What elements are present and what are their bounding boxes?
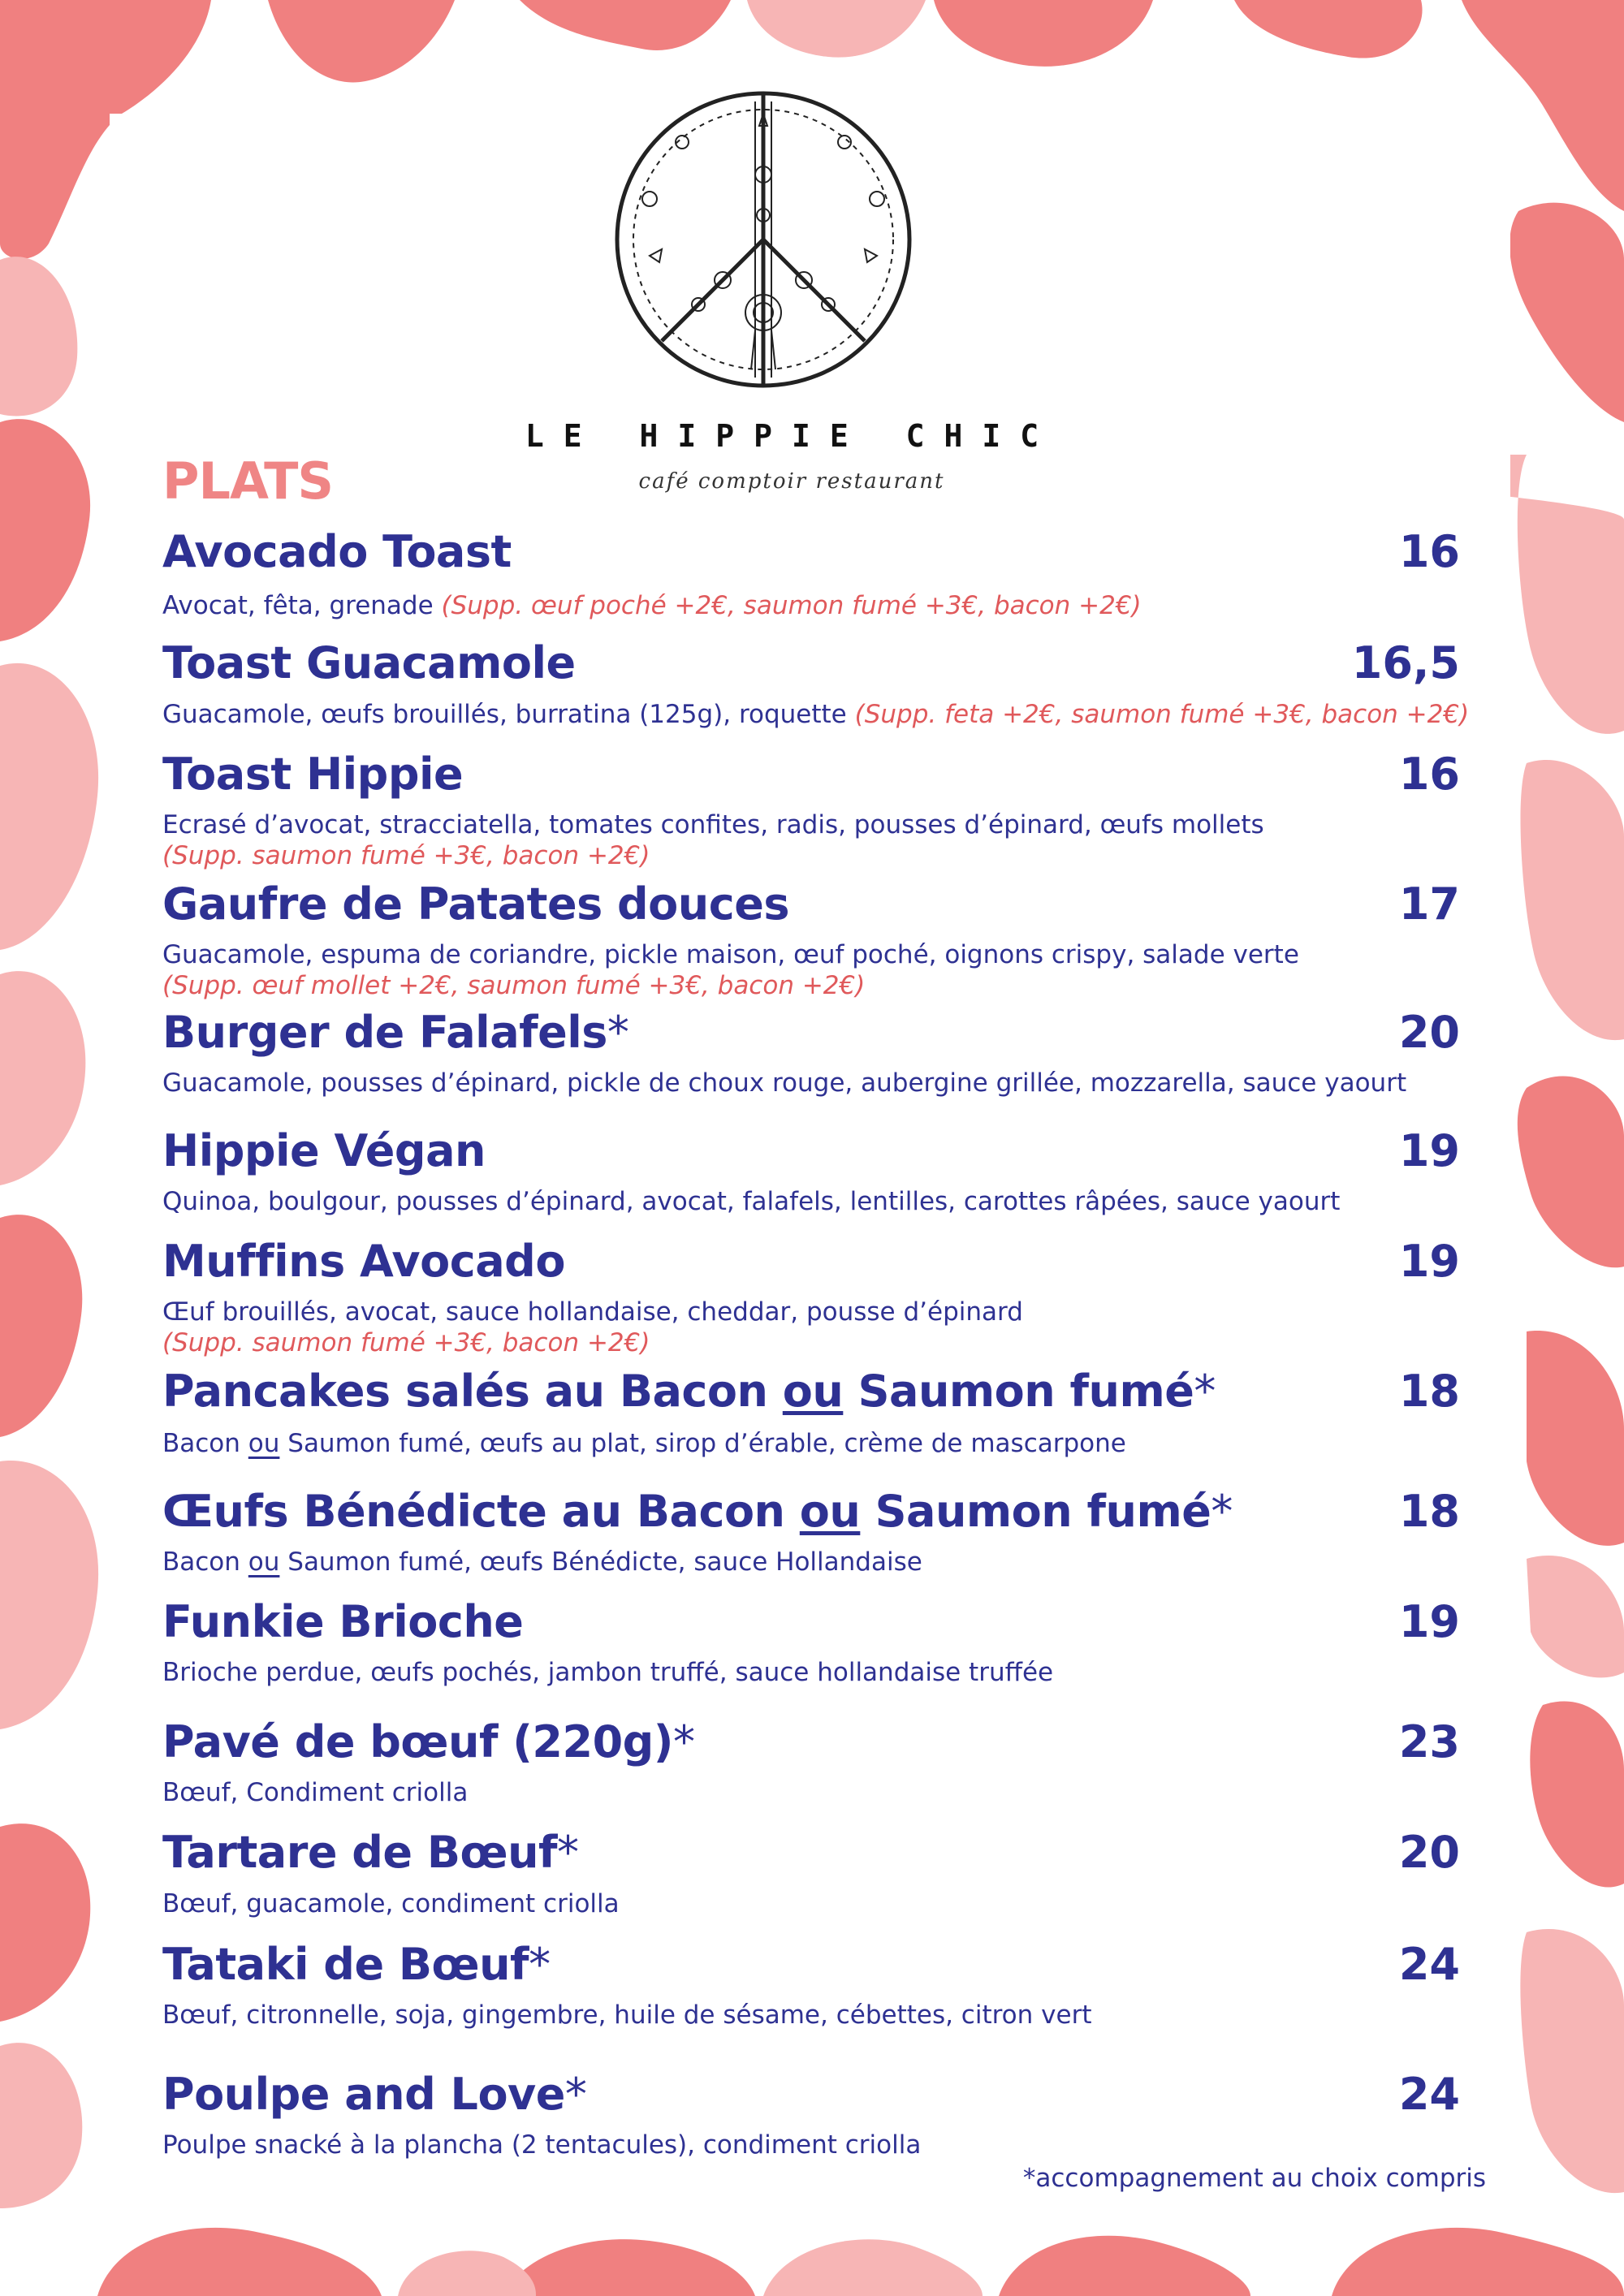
menu-item-description: Œuf brouillés, avocat, sauce hollandaise, cheddar, pousse d’épinard — [162, 1297, 1023, 1327]
menu-item-supplement: (Supp. saumon fumé +3€, bacon +2€) — [162, 841, 650, 870]
menu-item-name: Œufs Bénédicte au Bacon ou Saumon fumé* — [162, 1486, 1233, 1537]
menu-item-description: Bœuf, citronnelle, soja, gingembre, huile de sésame, cébettes, citron vert — [162, 2000, 1092, 2030]
menu-item-supplement: (Supp. feta +2€, saumon fumé +3€, bacon +2€) — [854, 700, 1470, 729]
menu-item-description: Poulpe snacké à la plancha (2 tentacules), condiment criolla — [162, 2130, 922, 2160]
menu-item-name: Muffins Avocado — [162, 1236, 565, 1287]
menu-item-description: Guacamole, pousses d’épinard, pickle de choux rouge, aubergine grillée, mozzarella, sauce yaourt — [162, 1068, 1407, 1098]
menu-item-name: Hippie Végan — [162, 1125, 486, 1176]
menu-item-name: Avocado Toast — [162, 526, 512, 577]
menu-item-price: 24 — [1398, 2069, 1460, 2120]
menu-item-name: Funkie Brioche — [162, 1596, 524, 1647]
menu-item-price: 16,5 — [1351, 637, 1460, 688]
menu-item-price: 19 — [1398, 1596, 1460, 1647]
menu-item-price: 18 — [1398, 1366, 1460, 1417]
menu-item-supplement: (Supp. œuf poché +2€, saumon fumé +3€, bacon +2€) — [441, 591, 1142, 620]
menu-item-name: Tataki de Bœuf* — [162, 1939, 551, 1990]
menu-item-price: 20 — [1398, 1827, 1460, 1878]
menu-item-description: Bœuf, Condiment criolla — [162, 1778, 469, 1807]
menu-item-name: Tartare de Bœuf* — [162, 1827, 579, 1878]
menu-item-supplement: (Supp. œuf mollet +2€, saumon fumé +3€, bacon +2€) — [162, 971, 866, 1000]
menu-item-description: Ecrasé d’avocat, stracciatella, tomates confites, radis, pousses d’épinard, œufs mollets — [162, 810, 1264, 839]
menu-item-name: Pancakes salés au Bacon ou Saumon fumé* — [162, 1366, 1216, 1417]
menu-item-name: Burger de Falafels* — [162, 1007, 629, 1058]
menu-item-price: 19 — [1398, 1125, 1460, 1176]
menu-item-description: Avocat, fêta, grenade (Supp. œuf poché +2€, saumon fumé +3€, bacon +2€) — [162, 591, 1142, 620]
menu-item-name: Poulpe and Love* — [162, 2069, 587, 2120]
menu-item-description: Brioche perdue, œufs pochés, jambon truffé, sauce hollandaise truffée — [162, 1658, 1054, 1687]
menu-item-price: 19 — [1398, 1236, 1460, 1287]
menu-item-description: Bacon ou Saumon fumé, œufs Bénédicte, sauce Hollandaise — [162, 1547, 922, 1577]
brand-tagline: café comptoir restaurant — [638, 469, 945, 494]
menu-item-price: 17 — [1398, 878, 1460, 930]
menu-item-description: Guacamole, œufs brouillés, burratina (125g), roquette (Supp. feta +2€, saumon fumé +3€, bacon +2€) — [162, 700, 1470, 729]
menu-item-price: 16 — [1398, 749, 1460, 800]
section-title: PLATS — [162, 451, 334, 511]
brand-name: LE HIPPIE CHIC — [525, 418, 1059, 454]
menu-item-name: Toast Guacamole — [162, 637, 576, 688]
menu-item-supplement: (Supp. saumon fumé +3€, bacon +2€) — [162, 1328, 650, 1357]
menu-item-price: 23 — [1398, 1716, 1460, 1767]
menu-item-description: Bœuf, guacamole, condiment criolla — [162, 1889, 620, 1918]
menu-item-name: Pavé de bœuf (220g)* — [162, 1716, 695, 1767]
menu-item-description: Guacamole, espuma de coriandre, pickle maison, œuf poché, oignons crispy, salade verte — [162, 940, 1299, 969]
menu-item-price: 24 — [1398, 1939, 1460, 1990]
peace-sign-icon — [601, 77, 926, 402]
menu-item-price: 18 — [1398, 1486, 1460, 1537]
menu-item-description: Quinoa, boulgour, pousses d’épinard, avocat, falafels, lentilles, carottes râpées, sauce yaourt — [162, 1187, 1341, 1216]
menu-item-name: Toast Hippie — [162, 749, 464, 800]
menu-item-price: 16 — [1398, 526, 1460, 577]
menu-item-price: 20 — [1398, 1007, 1460, 1058]
menu-item-description: Bacon ou Saumon fumé, œufs au plat, sirop d’érable, crème de mascarpone — [162, 1429, 1126, 1458]
footnote: *accompagnement au choix compris — [1022, 2164, 1486, 2193]
menu-item-name: Gaufre de Patates douces — [162, 878, 790, 930]
